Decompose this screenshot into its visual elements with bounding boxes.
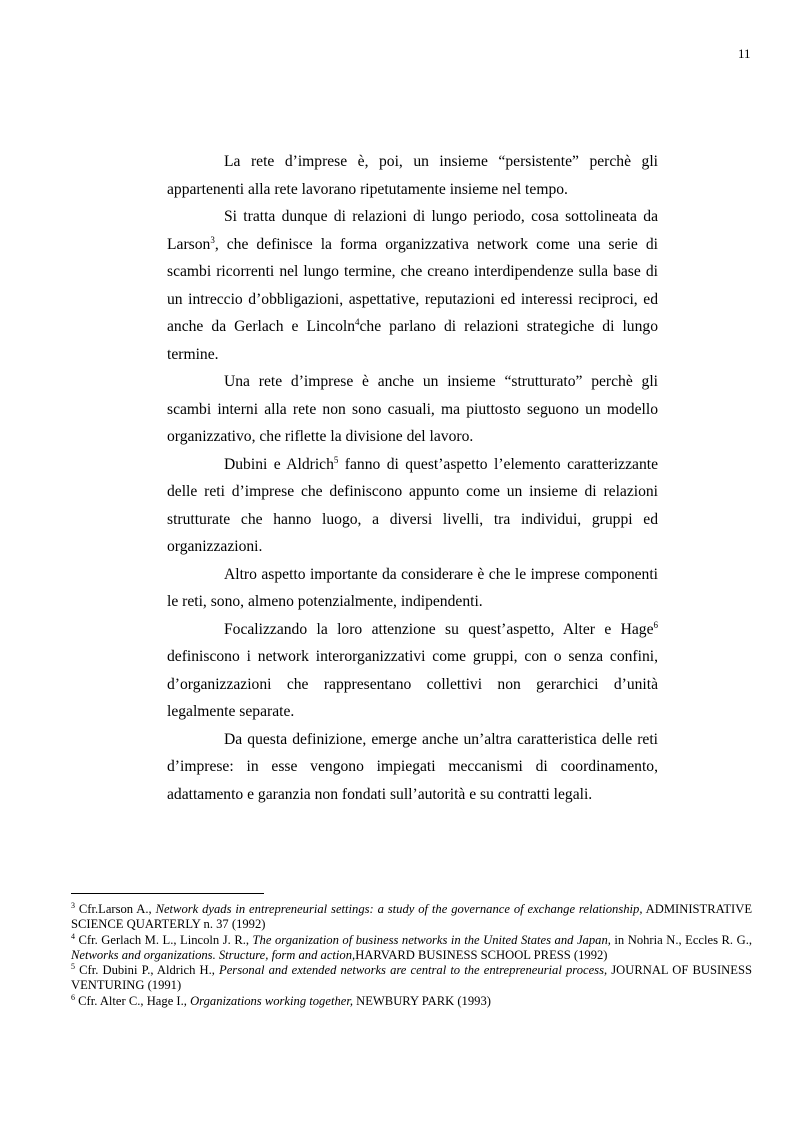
footnote-number: 5: [71, 962, 75, 971]
footnote-6: [71, 994, 752, 1009]
page-number: 11: [738, 46, 751, 61]
footnote-4: [71, 933, 752, 964]
paragraph-2-text-c: che parlano di relazioni strategiche di lungo termine.: [167, 318, 658, 363]
footnote-author: Cfr.Larson A.,: [75, 902, 156, 916]
paragraph-1: La rete d’imprese è, poi, un insieme “persistente” perchè gli appartenenti alla rete lavorano ripetutamente insieme nel tempo.: [167, 153, 658, 198]
footnote-3: [71, 902, 752, 933]
footnote-number: 3: [71, 900, 75, 910]
paragraph-6-text-b: definiscono i network interorganizzativi come gruppi, con o senza confini, d’organizzazioni che rappresentano collettivi non gerarchici d’unità legalmente separate.: [167, 648, 658, 720]
footnote-title: Network dyads in entrepreneurial settings: a study of the governance of exchange relationship,: [155, 902, 643, 916]
paragraph-6: [167, 616, 658, 726]
footnotes: [71, 902, 752, 1009]
paragraph-4: [167, 451, 658, 561]
paragraph-2-text-b: , che definisce la forma organizzativa network come una serie di scambi ricorrenti nel lungo termine, che creano interdipendenze sulla base di un intreccio d’obbligazioni, aspettative, reputazioni ed interessi reciproci, ed anche da Gerlach e Lincoln: [167, 235, 658, 335]
footnote-ref-3[interactable]: 3: [210, 234, 215, 245]
paragraph-4-text-a: Dubini e Aldrich: [224, 455, 334, 473]
paragraph-7: Da questa definizione, emerge anche un’altra caratteristica delle reti d’imprese: in esse vengono impiegati meccanismi di coordinamento, adattamento e garanzia non fondati sull’autorità e su contratti legali.: [167, 730, 658, 803]
footnote-title: The organization of business networks in the United States and Japan,: [252, 932, 611, 947]
footnote-author: Cfr. Gerlach M. L., Lincoln J. R.,: [75, 932, 253, 947]
paragraph-2-text-a: Si tratta dunque di relazioni di lungo periodo, cosa sottolineata da Larson: [167, 208, 658, 253]
footnote-source: NEWBURY PARK (1993): [352, 993, 491, 1008]
footnote-5: [71, 963, 752, 994]
footnote-source: JOURNAL OF BUSINESS VENTURING (1991): [71, 963, 752, 993]
body-text: [167, 148, 658, 808]
paragraph-3: Una rete d’imprese è anche un insieme “strutturato” perchè gli scambi interni alla rete non sono casuali, ma piuttosto seguono un modello organizzativo, che riflette la divisione del lavoro.: [167, 373, 658, 445]
footnote-author: Cfr. Dubini P., Aldrich H.,: [75, 963, 220, 978]
footnote-publisher: HARVARD BUSINESS SCHOOL PRESS (1992): [355, 947, 608, 962]
footnote-author: Cfr. Alter C., Hage I.,: [75, 993, 191, 1008]
paragraph-6-text-a: Focalizzando la loro attenzione su quest’aspetto, Alter e Hage: [224, 620, 654, 638]
footnote-number: 6: [71, 992, 75, 1002]
paragraph-5: Altro aspetto importante da considerare è che le imprese componenti le reti, sono, almeno potenzialmente, indipendenti.: [167, 565, 658, 610]
footnote-ref-5[interactable]: 5: [333, 454, 339, 465]
footnote-title-2: Networks and organizations. Structure, form and action,: [71, 947, 356, 962]
paragraph-4-text-b: fanno di quest’aspetto l’elemento caratterizzante delle reti d’imprese che definiscono appunto come un insieme di relazioni strutturate che hanno luogo, a diversi livelli, tra individui, gruppi ed organizzazioni.: [167, 455, 658, 555]
footnote-title: Personal and extended networks are central to the entrepreneurial process,: [219, 963, 608, 978]
footnote-ref-6[interactable]: 6: [653, 619, 658, 630]
footnote-separator: [71, 893, 264, 894]
footnote-number: 4: [71, 931, 75, 941]
paragraph-2: [167, 203, 658, 368]
footnote-ref-4[interactable]: 4: [355, 316, 360, 327]
footnote-source: in Nohria N., Eccles R. G.,: [610, 932, 752, 947]
footnote-title: Organizations working together,: [190, 993, 353, 1008]
footnote-source: ADMINISTRATIVE SCIENCE QUARTERLY n. 37 (1992): [71, 902, 753, 932]
